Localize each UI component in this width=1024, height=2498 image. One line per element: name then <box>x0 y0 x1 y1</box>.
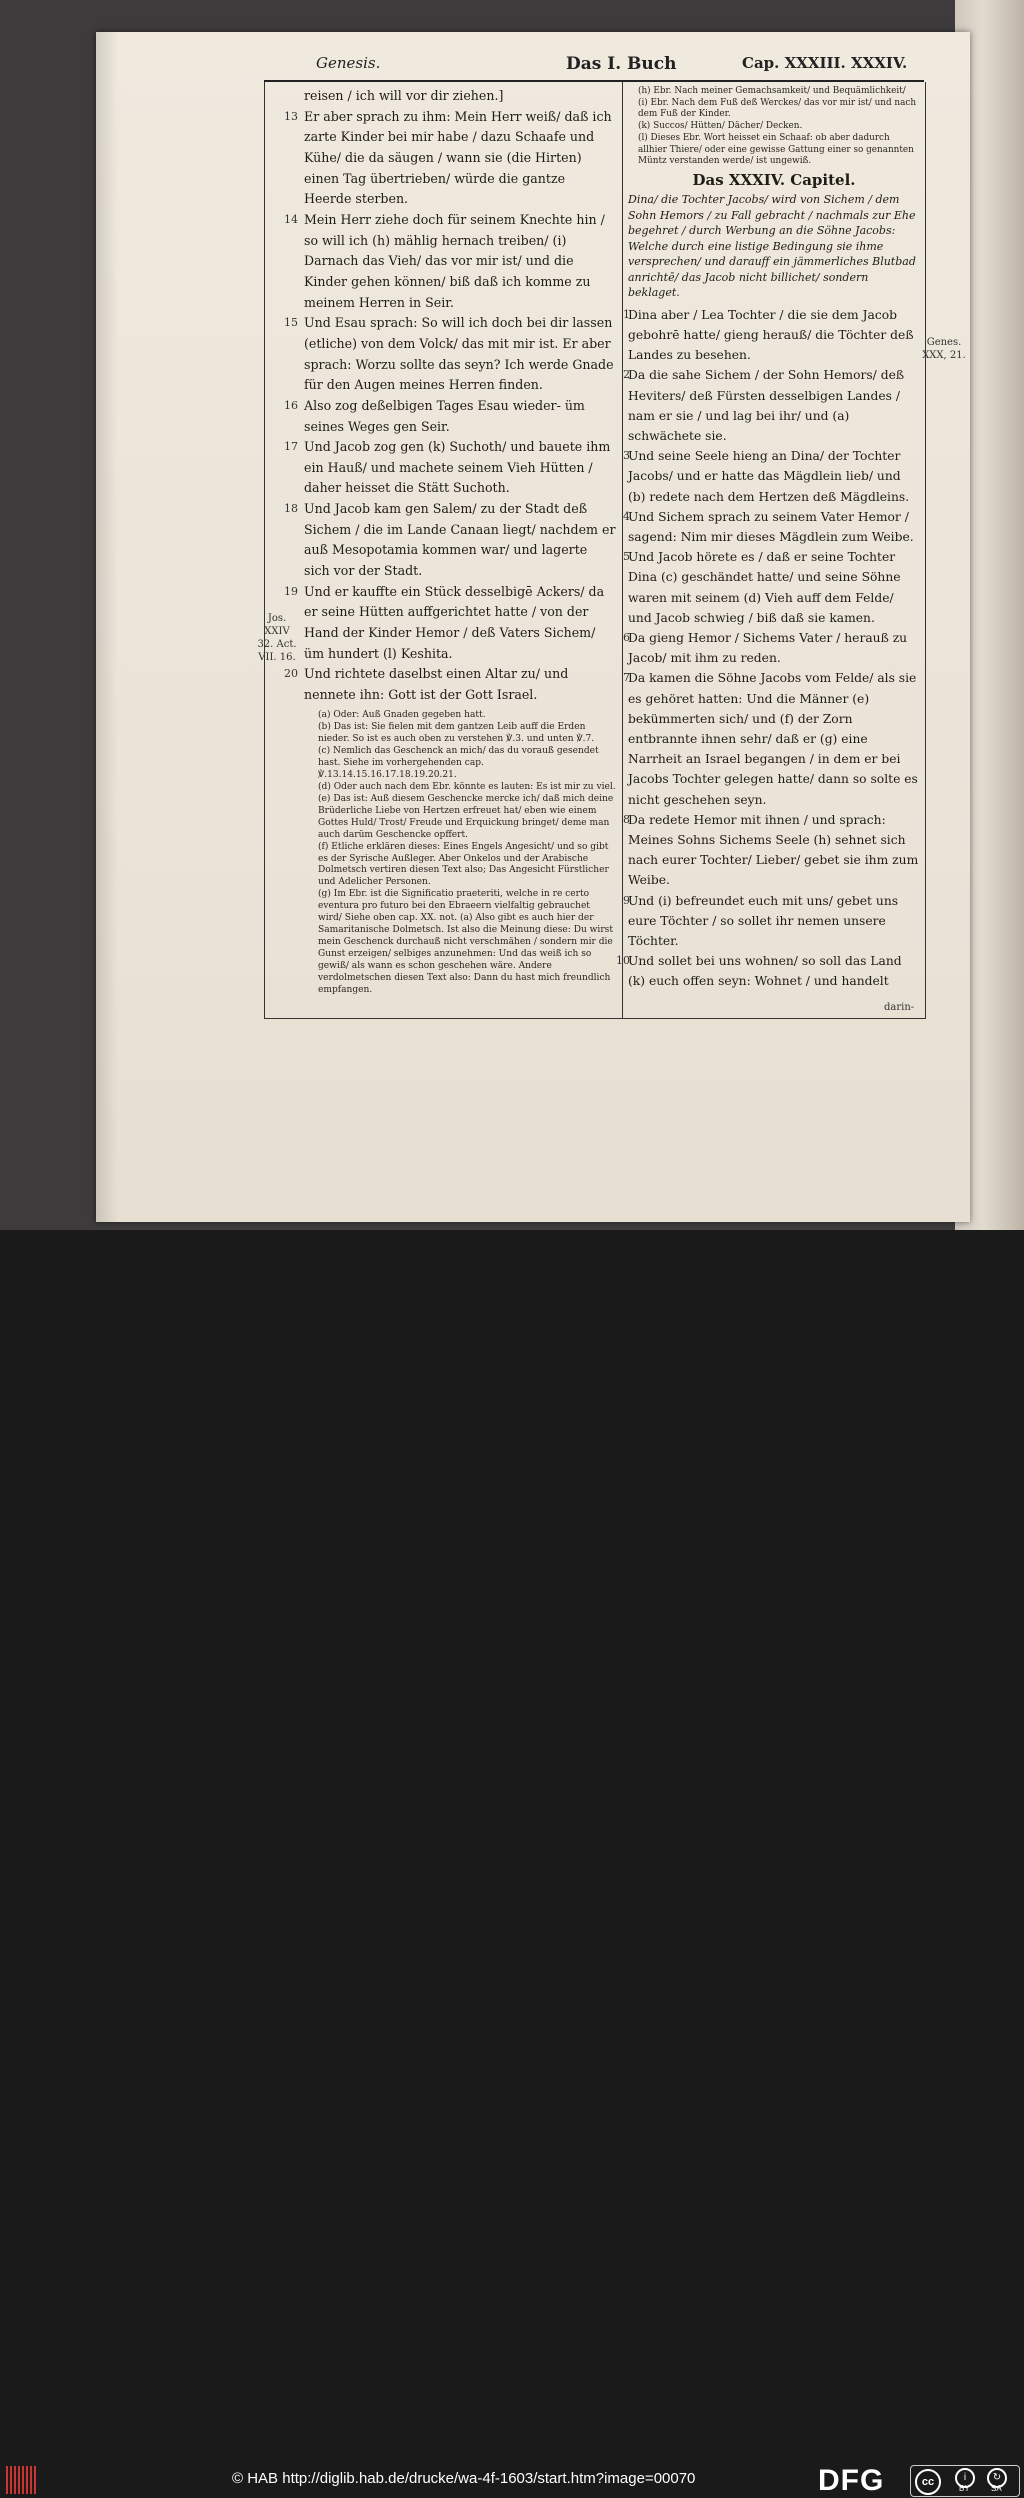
verse-number: 6 <box>623 630 630 644</box>
footnote: (f) Etliche erklären dieses: Eines Engels Angesicht/ und so gibt es der Syrische Außleger. Aber Onkelos und der Arabische Dolmetsch vertiren diesen Text also; Das Angesicht Fürstlicher und Adelicher Personen. <box>318 841 609 888</box>
verse-text: Da redete Hemor mit ihnen / und sprach: Meines Sohns Sichems Seele (h) sehnet sich nach eurer Tochter/ Lieber/ gebet sie ihm zum Weibe. <box>628 812 919 888</box>
viewer-footer <box>0 1230 1024 2497</box>
verse-number: 17 <box>284 440 298 454</box>
verse <box>623 507 920 547</box>
footnote: (a) Oder: Auß Gnaden gegeben hatt. <box>318 709 486 720</box>
verse-number: 13 <box>284 109 298 123</box>
verse <box>623 305 920 366</box>
verse <box>284 210 616 313</box>
footnote: (k) Succos/ Hütten/ Dächer/ Decken. <box>638 121 803 132</box>
verse-number: 8 <box>623 812 630 826</box>
verse <box>623 628 920 668</box>
verse-text: Und richtete daselbst einen Altar zu/ und nennete ihn: Gott ist der Gott Israel. <box>304 666 569 703</box>
verse-number: 18 <box>284 502 298 516</box>
verse-text: Und sollet bei uns wohnen/ so soll das Land (k) euch offen seyn: Wohnet / und handelt <box>628 954 902 989</box>
hab-logo-icon <box>6 2466 36 2494</box>
verse <box>284 582 616 665</box>
sa-share-alike-icon: ↻ <box>987 2468 1007 2488</box>
verse <box>284 437 616 499</box>
verse-number: 14 <box>284 212 298 226</box>
verse-number: 1 <box>623 307 630 321</box>
cc-license-badge[interactable] <box>910 2465 1020 2497</box>
verse-text: Und Jacob hörete es / daß er seine Tochter Dina (c) geschändet hatte/ und seine Söhne waren mit seinem (d) Vieh auff dem Felde/ und Jacob schwieg / biß daß sie kamen. <box>628 550 901 625</box>
verse-number: 15 <box>284 316 298 330</box>
verse-text: Und Jacob kam gen Salem/ zu der Stadt deß Sichem / die im Lande Canaan liegt/ nachdem er auß Mesopotamia kommen war/ und lagerte sich vor der Stadt. <box>304 501 616 579</box>
verse <box>284 313 616 396</box>
footnote: (c) Nemlich das Geschenck an mich/ das du vorauß gesendet hast. Siehe im vorhergehenden cap. ℣.13.14.15.16.17.18.19.20.21. <box>318 745 599 780</box>
verse-text: Und Esau sprach: So will ich doch bei dir lassen (etliche) von dem Volck/ das mit mir ist. Er aber sprach: Worzu sollte das seyn? Ich werde Gnade für den Augen meines Herren finden. <box>304 315 614 393</box>
footnote: (d) Oder auch nach dem Ebr. könnte es lauten: Es ist mir zu viel. <box>318 781 616 792</box>
verse <box>284 664 616 705</box>
verse-text: Und seine Seele hieng an Dina/ der Tochter Jacobs/ und er hatte das Mägdlein lieb/ und (b) redete nach dem Hertzen deß Mägdleins. <box>628 449 910 504</box>
by-attribution-icon: i <box>955 2468 975 2488</box>
verse-text: Mein Herr ziehe doch für seinem Knechte hin / so will ich (h) mählig hernach treiben/ (i) Darnach das Vieh/ das vor mir ist/ und die Kinder gehen können/ biß daß ich komme zu meinem Herren in Seir. <box>304 211 605 310</box>
gutter-shadow <box>96 32 118 1222</box>
margin-reference-right: Genes. XXX, 21. <box>922 337 966 361</box>
verse <box>284 499 616 582</box>
footnote: (e) Das ist: Auß diesem Geschencke mercke ich/ daß mich deine Brüderliche Liebe von Hertzen erfreuet hat/ eben wie einem Gottes Huld/ Trost/ Freude und Erquickung bringet/ deme man auch darüm Geschencke opffert. <box>318 793 614 840</box>
right-column <box>616 86 920 992</box>
verse <box>616 951 920 991</box>
verse-text: Dina aber / Lea Tochter / die sie dem Jacob gebohrē hatte/ gieng herauß/ die Töchter deß Landes zu besehen. <box>628 307 914 363</box>
left-column <box>284 86 616 997</box>
verse <box>623 668 920 809</box>
verse-number: 19 <box>284 584 298 598</box>
sa-label: SA <box>991 2484 1002 2493</box>
verse-text: Da gieng Hemor / Sichems Vater / herauß zu Jacob/ mit ihm zu reden. <box>628 630 908 666</box>
verse-text: Und (i) befreundet euch mit uns/ gebet uns eure Töchter / so sollet ihr nemen unsere Töchter. <box>628 893 899 949</box>
verse-number: 10 <box>616 954 630 968</box>
verse <box>623 547 920 628</box>
copyright-link[interactable]: © HAB http://diglib.hab.de/drucke/wa-4f-1603/start.htm?image=00070 <box>232 2470 696 2487</box>
verse-text: reisen / ich will vor dir ziehen.] <box>304 88 504 103</box>
verse-text: Er aber sprach zu ihm: Mein Herr weiß/ daß ich zarte Kinder bei mir habe / dazu Schaafe und Kühe/ die da säugen / wann sie (die Hirten) einen Tag übertrieben/ würde die gantze Heerde sterben. <box>304 108 612 207</box>
running-head-chapter: Cap. XXXIII. XXXIV. <box>742 54 908 72</box>
footnote: (i) Ebr. Nach dem Fuß deß Werckes/ das vor mir ist/ und nach dem Fuß der Kinder. <box>638 97 917 120</box>
verse-number: 9 <box>623 893 630 907</box>
verse-text: Also zog deßelbigen Tages Esau wieder- üm seines Weges gen Seir. <box>304 397 585 434</box>
footnote: (l) Dieses Ebr. Wort heisset ein Schaaf: ob aber dadurch allhier Thiere/ oder eine gewisse Gattung einer so genannten Müntz verstanden werde/ ist ungewiß. <box>638 132 914 167</box>
verse <box>304 86 616 107</box>
dfg-logo: DFG <box>818 2464 885 2497</box>
margin-reference-left: Jos. XXIV 32. Act. VII. 16. <box>257 613 297 663</box>
verse-text: Da kamen die Söhne Jacobs vom Felde/ als sie es gehöret hatten: Und die Männer (e) bekümmerten sich/ und (f) der Zorn entbrannte ihnen sehr/ daß er (g) eine Narrheit an Israel begangen / in dem er bei Jacobs Tochter gelegen hatte/ dann so solte es nicht geschehen seyn. <box>628 671 918 807</box>
verse-text: Da die sahe Sichem / der Sohn Hemors/ deß Heviters/ deß Fürsten desselbigen Landes / nam er sie / und lag bei ihr/ und (a) schwächete sie. <box>628 368 905 443</box>
by-label: BY <box>959 2484 970 2493</box>
verse-number: 20 <box>284 667 298 681</box>
verse-number: 5 <box>623 550 630 564</box>
running-head-book: Genesis. <box>316 54 381 72</box>
verse <box>623 446 920 507</box>
verse-text: Und Jacob zog gen (k) Suchoth/ und bauete ihm ein Hauß/ und machete seinem Vieh Hütten / daher heisset die Stätt Suchoth. <box>304 439 611 496</box>
footnote: (g) Im Ebr. ist die Significatio praeteriti, welche in re certo eventura pro futuro bei den Ebraeern vielfaltig gebrauchet wird/ Siehe oben cap. XX. not. (a) Also gibt es auch hier der Samaritanische Dolmetsch. Ist also die Meinung diese: Du wirst mein Geschenck durchauß nicht verschmähen / sondern mir die Gunst erzeigen/ selbiges anzunehmen: Und das weiß ich so gewiß/ als wann es schon geschehen wäre. Andere verdolmetschen diesen Text also: Dann du hast mich freundlich empfangen. <box>318 889 613 996</box>
verse-number: 4 <box>623 509 630 523</box>
verse-text: Und Sichem sprach zu seinem Vater Hemor / sagend: Nim mir dieses Mägdlein zum Weibe. <box>628 509 914 544</box>
running-head-title: Das I. Buch <box>566 54 677 74</box>
catchword: darin- <box>884 1002 915 1013</box>
verse-text: Und er kauffte ein Stück desselbigē Ackers/ da er seine Hütten auffgerichtet hatte / von der Hand der Kinder Hemor / deß Vaters Sichem/ üm hundert (l) Keshita. <box>304 583 605 661</box>
verse <box>284 107 616 210</box>
verse-number: 16 <box>284 398 298 412</box>
verse <box>284 396 616 437</box>
chapter-summary: Dina/ die Tochter Jacobs/ wird von Sichem / dem Sohn Hemors / zu Fall gebracht / nachmals zur Ehe begehret / durch Werbung an die Söhne Jacobs: Welche durch eine listige Bedingung sie ihme versprechen/ und darauff ein jämmerliches Blutbad anrichtē/ das Jacob nicht billichet/ sondern beklaget. <box>628 193 916 300</box>
cc-icon: cc <box>915 2469 941 2495</box>
footnotes-right <box>628 86 920 168</box>
footnote: (b) Das ist: Sie fielen mit dem gantzen Leib auff die Erden nieder. So ist es auch oben zu verstehen ℣.3. und unten ℣.7. <box>318 721 595 744</box>
footnotes-left <box>304 710 616 998</box>
verse-number: 3 <box>623 449 630 463</box>
verse <box>623 810 920 891</box>
verse-number: 2 <box>623 368 630 382</box>
footnote: (h) Ebr. Nach meiner Gemachsamkeit/ und Bequämlichkeit/ <box>638 86 906 96</box>
verse <box>623 365 920 446</box>
chapter-title: Das XXXIV. Capitel. <box>692 171 856 190</box>
verse-number: 7 <box>623 671 630 685</box>
verse <box>623 891 920 952</box>
